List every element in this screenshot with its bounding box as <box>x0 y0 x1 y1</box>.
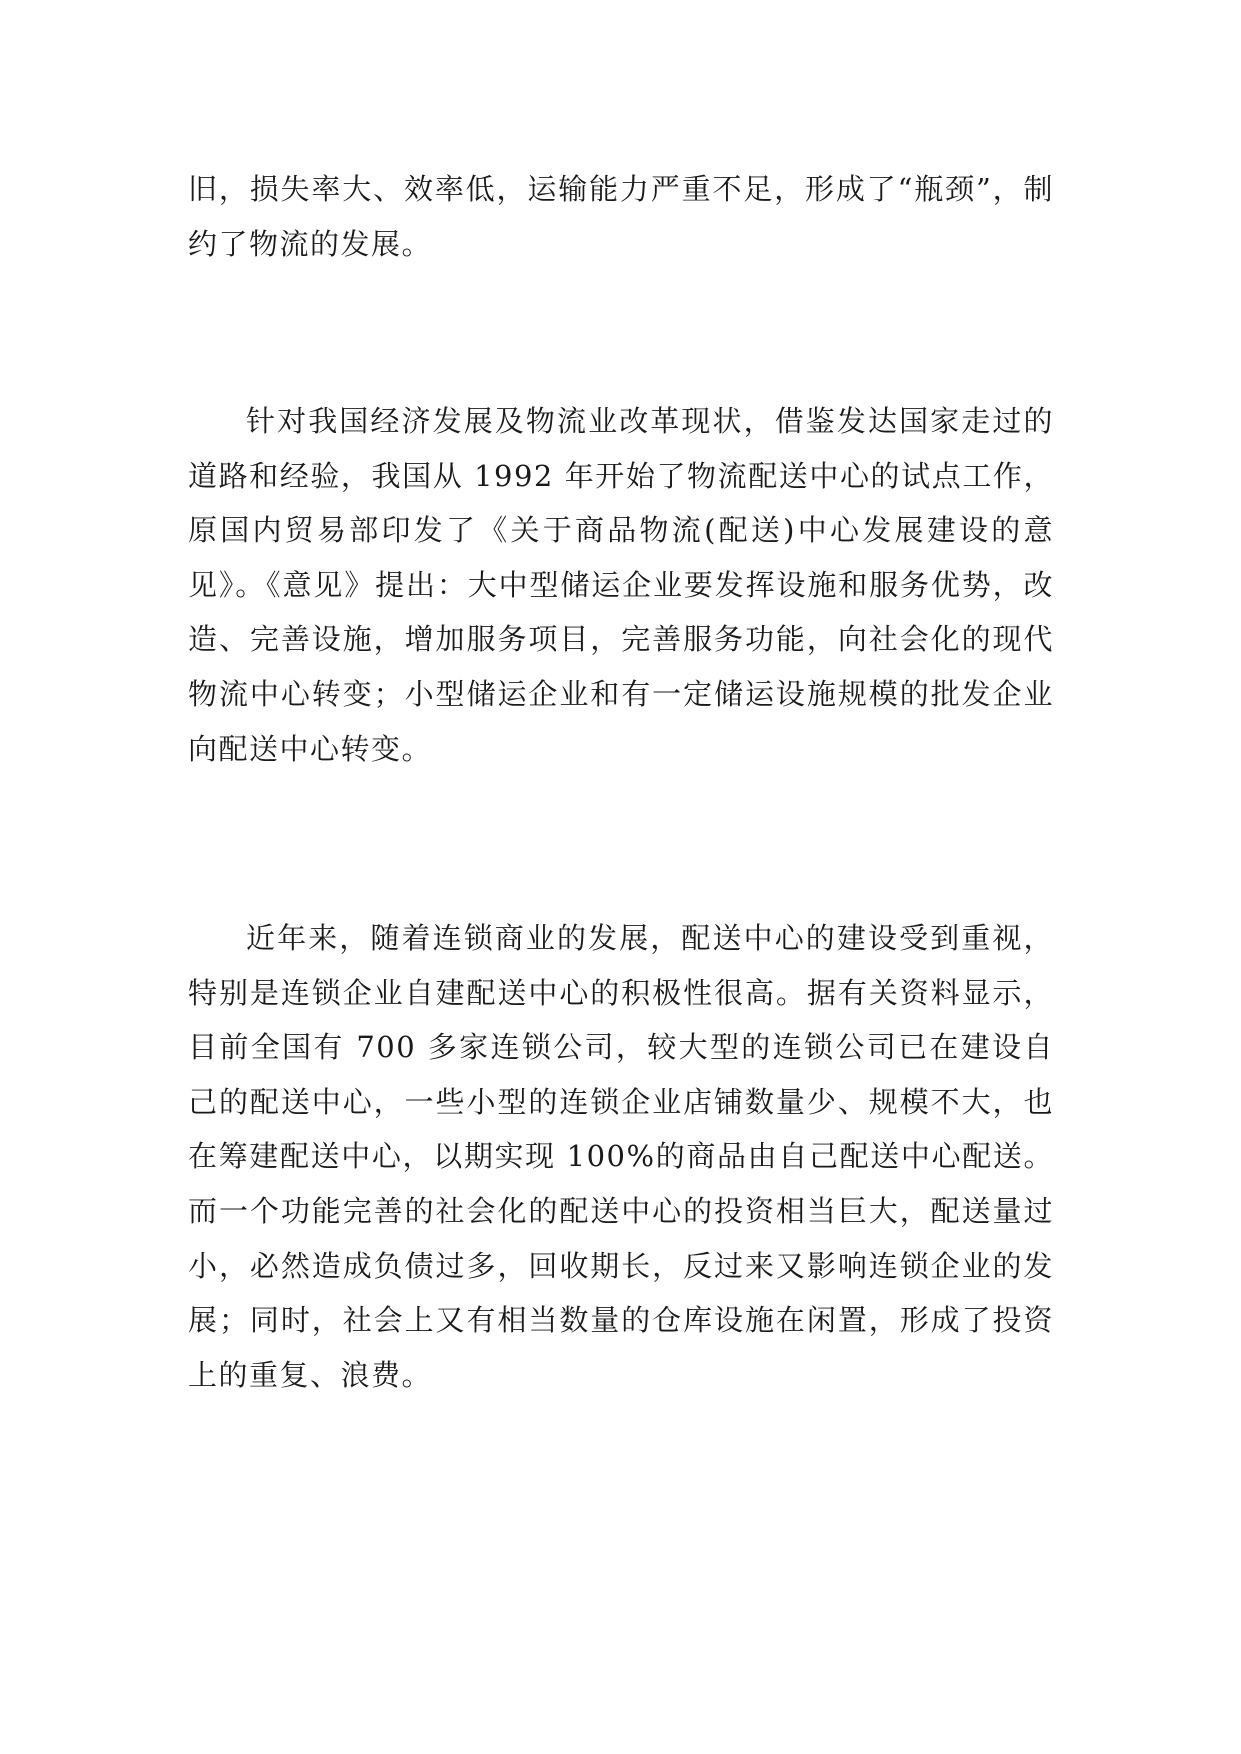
paragraph-1: 旧，损失率大、效率低，运输能力严重不足，形成了“瓶颈”，制约了物流的发展。 <box>188 172 1054 261</box>
paragraph-3: 近年来，随着连锁商业的发展，配送中心的建设受到重视，特别是连锁企业自建配送中心的积极性很高。据有关资料显示，目前全国有 700 多家连锁公司，较大型的连锁公司已在建设自己的配送中心，一些小型的连锁企业店铺数量少、规模不大，也在筹建配送中心，以期实现 100%的商品由自己配送中心配送。而一个功能完善的社会化的配送中心的投资相当巨大，配送量过小，必然造成负债过多，回收期长，反过来又影响连锁企业的发展；同时，社会上又有相当数量的仓库设施在闲置，形成了投资上的重复、浪费。 <box>188 921 1054 1392</box>
paragraph-2: 针对我国经济发展及物流业改革现状，借鉴发达国家走过的道路和经验，我国从 1992 年开始了物流配送中心的试点工作，原国内贸易部印发了《关于商品物流(配送)中心发展建设的意见》。《意见》提出：大中型储运企业要发挥设施和服务优势，改造、完善设施，增加服务项目，完善服务功能，向社会化的现代物流中心转变；小型储运企业和有一定储运设施规模的批发企业向配送中心转变。 <box>188 404 1054 766</box>
